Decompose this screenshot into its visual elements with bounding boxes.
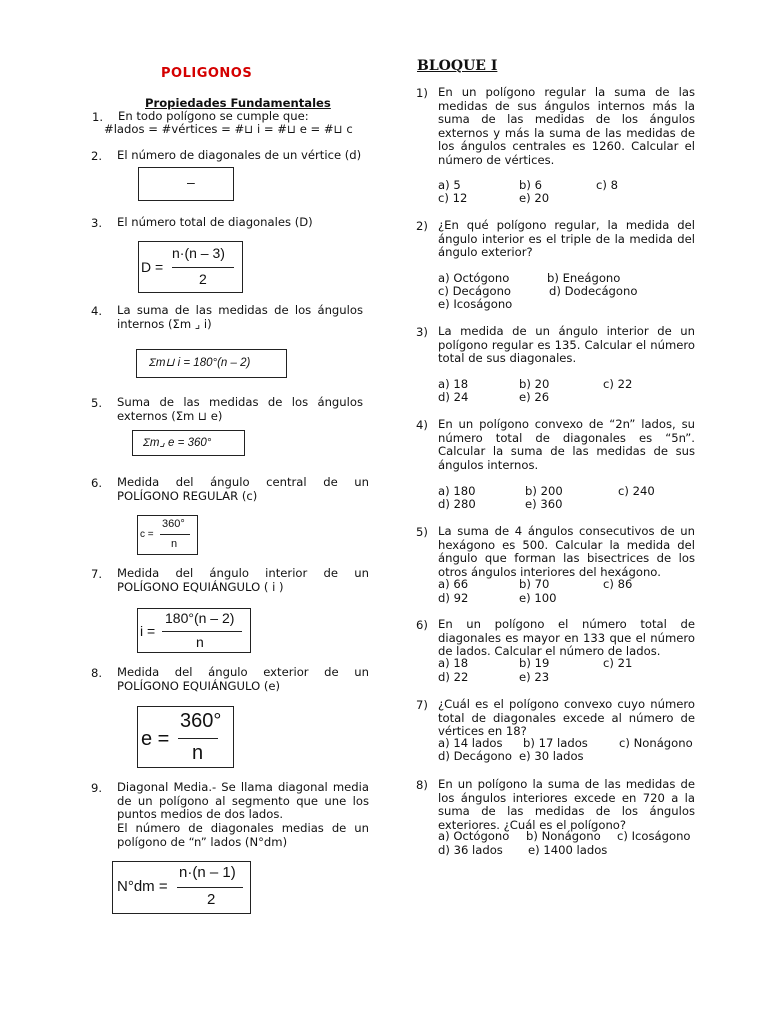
item-text: En todo polígono se cumple que: — [118, 109, 309, 123]
formula-box — [137, 608, 251, 653]
item-number: 3. — [91, 216, 103, 230]
formula-denominator: n — [171, 538, 178, 550]
item-text: El número de diagonales medias de un polígono de “n” lados (N°dm) — [117, 821, 369, 849]
option-a: a) 180 — [438, 484, 476, 498]
option-d: d) 24 — [438, 390, 469, 404]
option-d: d) 92 — [438, 591, 469, 605]
formula-numerator: n·(n – 3) — [172, 245, 225, 261]
item-number: 1. — [92, 110, 104, 124]
item-text: Diagonal Media.- Se llama diagonal media de un polígono al segmento que une los puntos medios de dos lados. — [117, 780, 369, 821]
item-text: El número total de diagonales (D) — [117, 215, 313, 229]
option-d: d) 22 — [438, 670, 469, 684]
question-text: ¿En qué polígono regular, la medida del ángulo interior es el triple de la medida del ángulo exterior? — [438, 218, 695, 259]
item-text: Medida del ángulo central de un POLÍGONO REGULAR (c) — [117, 475, 369, 503]
formula-numerator: 360° — [162, 518, 185, 530]
option-d: d) 36 lados — [438, 843, 503, 857]
fraction-bar — [177, 887, 243, 888]
option-e: e) 1400 lados — [528, 843, 608, 857]
option-c: c) Nonágono — [619, 736, 693, 750]
option-a: a) Octógono — [438, 271, 510, 285]
section-subtitle: Propiedades Fundamentales — [145, 96, 331, 110]
question-number: 2) — [416, 219, 428, 233]
formula-box — [137, 515, 198, 555]
question-number: 7) — [416, 698, 428, 712]
formula-numerator: n·(n – 1) — [179, 864, 236, 881]
formula-box — [138, 241, 243, 293]
option-a: a) 14 lados — [438, 736, 503, 750]
option-b: b) 17 lados — [523, 736, 588, 750]
fraction-bar — [162, 631, 242, 632]
formula-lhs: i = — [140, 623, 156, 639]
formula-box — [137, 706, 234, 768]
option-b: b) 200 — [525, 484, 563, 498]
option-c: c) 8 — [596, 178, 618, 192]
formula-lhs: e = — [141, 728, 170, 750]
question-text: En un polígono convexo de “2n” lados, su número total de diagonales es “5n”. Calcular la suma de las medidas de sus ángulos internos. — [438, 417, 695, 472]
option-a: a) 5 — [438, 178, 461, 192]
formula-denominator: n — [196, 634, 204, 650]
option-e: e) 20 — [519, 191, 550, 205]
question-number: 8) — [416, 778, 428, 792]
option-c: c) 240 — [618, 484, 655, 498]
option-c: c) Decágono — [438, 284, 512, 298]
option-e: e) Icoságono — [438, 297, 513, 311]
question-number: 6) — [416, 618, 428, 632]
item-text: Medida del ángulo exterior de un POLÍGONO EQUIÁNGULO (e) — [117, 665, 369, 693]
option-d: d) Dodecágono — [549, 284, 638, 298]
option-b: b) Eneágono — [547, 271, 621, 285]
item-number: 4. — [91, 304, 103, 318]
formula-lhs: N°dm = — [117, 878, 168, 895]
fraction-bar — [178, 738, 218, 739]
option-c: c) Icoságono — [617, 829, 691, 843]
fraction-bar — [172, 267, 234, 268]
item-number: 8. — [91, 666, 103, 680]
formula-denominator: 2 — [199, 271, 207, 287]
item-text: La suma de las medidas de los ángulos internos (Σm ⌟ i) — [117, 303, 363, 331]
option-b: b) 19 — [519, 656, 550, 670]
item-text: El número de diagonales de un vértice (d) — [117, 148, 362, 162]
formula-box — [138, 167, 234, 201]
item-text: Suma de las medidas de los ángulos externos (Σm ⊔ e) — [117, 395, 363, 423]
question-text: En un polígono el número total de diagonales es mayor en 133 que el número de lados. Calcular el número de lados. — [438, 617, 695, 658]
block-heading: BLOQUE I — [417, 58, 498, 74]
formula-numerator: 360° — [180, 710, 222, 732]
question-number: 4) — [416, 418, 428, 432]
formula-text: #lados = #vértices = #⊔ i = #⊔ e = #⊔ c — [104, 122, 353, 136]
formula-text: Σm⌟ e = 360° — [143, 437, 212, 449]
formula-box — [136, 349, 287, 378]
item-number: 5. — [91, 396, 103, 410]
formula-lhs: D = — [141, 259, 164, 275]
item-number: 2. — [91, 149, 103, 163]
option-d: d) 280 — [438, 497, 476, 511]
option-c: c) 22 — [603, 377, 633, 391]
question-text: En un polígono la suma de las medidas de los ángulos interiores excede en 720 a la suma de las medidas de los ángulos exteriores. ¿Cuál es el polígono? — [438, 777, 695, 832]
question-text: La medida de un ángulo interior de un polígono regular es 135. Calcular el número total de sus diagonales. — [438, 324, 695, 365]
question-text: La suma de 4 ángulos consecutivos de un hexágono es 500. Calcular la medida del ángulo que forman las bisectrices de los otros ángulos interiores del hexágono. — [438, 524, 695, 579]
formula-text: Σm⊔ i = 180°(n – 2) — [149, 357, 251, 369]
option-b: b) 70 — [519, 577, 550, 591]
formula-denominator: 2 — [207, 891, 216, 908]
option-c: c) 21 — [603, 656, 633, 670]
question-number: 3) — [416, 325, 428, 339]
option-b: b) 6 — [519, 178, 542, 192]
option-d: d) Decágono — [438, 749, 513, 763]
formula-lhs: c = — [140, 529, 154, 540]
formula-text: – — [187, 174, 195, 190]
page-title: POLIGONOS — [161, 66, 253, 81]
option-e: e) 360 — [525, 497, 563, 511]
option-a: a) 18 — [438, 656, 469, 670]
question-number: 1) — [416, 86, 428, 100]
item-number: 6. — [91, 476, 103, 490]
option-e: e) 30 lados — [519, 749, 584, 763]
question-text: ¿Cuál es el polígono convexo cuyo número total de diagonales excede al número de vértices en 18? — [438, 697, 695, 738]
item-text: Medida del ángulo interior de un POLÍGONO EQUIÁNGULO ( i ) — [117, 566, 369, 594]
fraction-bar — [160, 534, 190, 535]
formula-numerator: 180°(n – 2) — [165, 610, 235, 626]
option-e: e) 100 — [519, 591, 557, 605]
formula-box — [112, 861, 251, 914]
option-d: c) 12 — [438, 191, 468, 205]
formula-box — [132, 430, 245, 456]
option-a: a) 66 — [438, 577, 469, 591]
option-e: e) 23 — [519, 670, 550, 684]
option-b: b) 20 — [519, 377, 550, 391]
option-e: e) 26 — [519, 390, 550, 404]
option-a: a) Octógono — [438, 829, 510, 843]
formula-denominator: n — [192, 742, 204, 764]
option-c: c) 86 — [603, 577, 633, 591]
item-number: 7. — [91, 567, 103, 581]
item-number: 9. — [91, 781, 103, 795]
question-text: En un polígono regular la suma de las medidas de sus ángulos internos más la suma de las medidas de los ángulos externos y más la suma de las medidas de los ángulos centrales es 1260. Calcular el número de vértices. — [438, 85, 695, 167]
question-number: 5) — [416, 525, 428, 539]
option-a: a) 18 — [438, 377, 469, 391]
option-b: b) Nonágono — [526, 829, 601, 843]
